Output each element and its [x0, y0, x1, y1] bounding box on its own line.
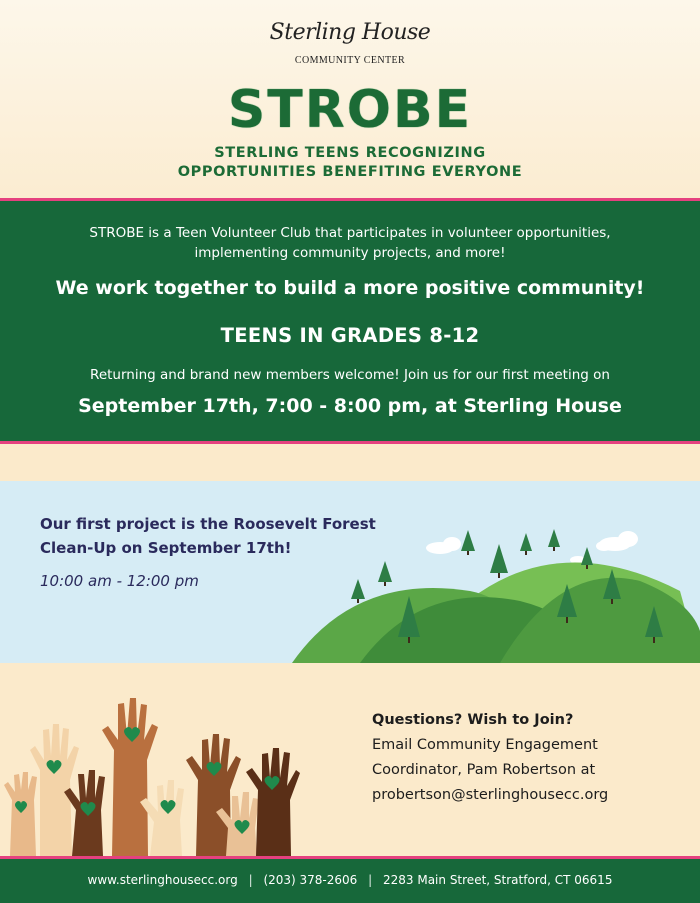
grades-heading: TEENS IN GRADES 8-12 [220, 324, 480, 347]
description-line-2: implementing community projects, and more! [194, 245, 506, 261]
page-title: STROBE [227, 80, 473, 140]
footer-phone[interactable]: (203) 378-2606 [263, 873, 358, 887]
hand-icon [4, 772, 37, 856]
header [0, 0, 700, 198]
project-time: 10:00 am - 12:00 pm [40, 572, 199, 590]
cloud-icon [426, 531, 638, 564]
subtitle-line-2: OPPORTUNITIES BENEFITING EVERYONE [177, 164, 523, 180]
footer [0, 856, 700, 903]
project-line-2: Clean-Up on September 17th! [40, 539, 292, 557]
description-line-1: STROBE is a Teen Volunteer Club that participates in volunteer opportunities, [89, 225, 611, 241]
contact-line-2: Coordinator, Pam Robertson at [372, 762, 596, 778]
meeting-invite: Returning and brand new members welcome! Join us for our first meeting on [90, 367, 610, 383]
logo-subtitle: COMMUNITY CENTER [294, 55, 406, 66]
contact-email-link[interactable]: probertson@sterlinghousecc.org [372, 787, 609, 803]
hand-icon [102, 698, 158, 856]
project-line-1: Our first project is the Roosevelt Forest [40, 515, 376, 533]
info-band [0, 198, 700, 444]
logo-name: Sterling House [269, 20, 431, 45]
acronym-subtitle [0, 144, 700, 182]
meeting-date: September 17th, 7:00 - 8:00 pm, at Sterling House [78, 395, 622, 417]
motto: We work together to build a more positive community! [55, 277, 645, 299]
footer-divider: | [248, 873, 253, 887]
club-description [60, 223, 640, 263]
contact-info [372, 708, 682, 808]
project-section [0, 481, 700, 663]
subtitle-line-1: STERLING TEENS RECOGNIZING [214, 145, 486, 161]
footer-address: 2283 Main Street, Stratford, CT 06615 [383, 873, 613, 887]
footer-website-link[interactable]: www.sterlinghousecc.org [87, 873, 238, 887]
hand-icon [30, 724, 79, 856]
project-heading [40, 512, 420, 560]
footer-divider: | [368, 873, 373, 887]
contact-line-1: Email Community Engagement [372, 737, 598, 753]
contact-heading: Questions? Wish to Join? [372, 712, 574, 728]
raised-hands-illustration [0, 690, 340, 856]
